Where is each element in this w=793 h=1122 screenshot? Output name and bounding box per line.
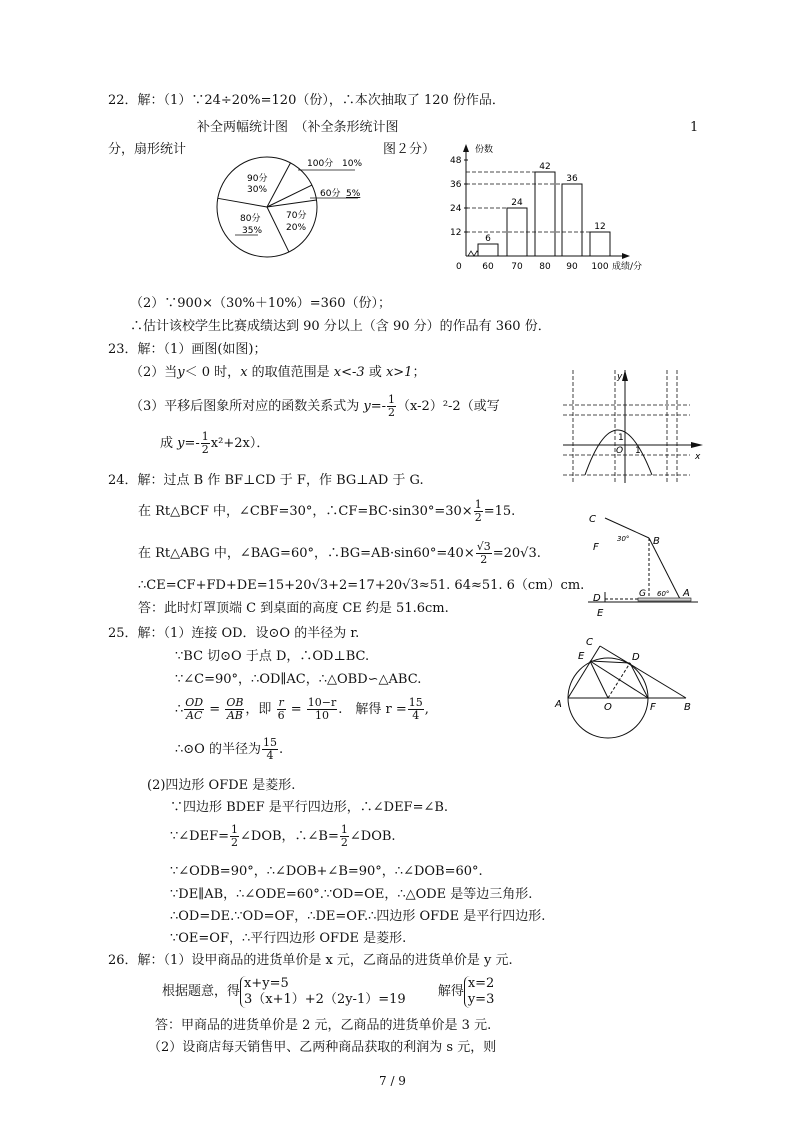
q25-line-7: ∵四边形 BDEF 是平行四边形，∴∠DEF=∠B. (170, 800, 449, 815)
circle-figure (548, 632, 698, 742)
frac-num: OD (185, 696, 204, 709)
fraction-r-6 (277, 697, 286, 722)
origin-label: 0 (456, 262, 462, 272)
q23-l2b: ＜ 0 时， (184, 365, 241, 380)
q25-l5b: . (278, 742, 284, 757)
solution-x: x=2 (467, 975, 495, 991)
fraction-half (340, 824, 349, 849)
x-tick-label: 90 (566, 262, 578, 272)
fraction-15-4 (262, 737, 278, 762)
page-number: 7 / 9 (379, 1074, 406, 1088)
fig-label-e: E (578, 651, 585, 662)
frac-num: √3 (476, 540, 491, 553)
pie-slice-boundary-90分 (218, 198, 267, 207)
q23-l2y: y (177, 365, 185, 380)
bar-80 (535, 172, 555, 256)
fig-label-b: B (653, 536, 660, 547)
q24-line-5: 答：此时灯罩顶端 C 到桌面的高度 CE 约是 51.6cm. (138, 601, 449, 616)
pie-pct-60: 5% (346, 189, 361, 199)
q26-line-1: 26．解：（1）设甲商品的进货单价是 x 元，乙商品的进货单价是 y 元. (108, 953, 513, 968)
frac-num: 10−r (307, 696, 337, 709)
x-tick-label: 80 (539, 262, 551, 272)
bar-value-label: 24 (511, 198, 523, 208)
frac-den: 2 (480, 553, 488, 566)
q26-l2a: 根据题意，得 (162, 984, 241, 999)
frac-num: r (278, 696, 284, 709)
y-tick-label: 48 (450, 156, 462, 166)
equation-2: 3（x+1）+2（2y-1）=19 (244, 991, 406, 1007)
q25-eq2: = (290, 702, 302, 717)
q22-line-3: 分，扇形统计 (108, 142, 187, 157)
segment-cb (600, 646, 686, 698)
y-axis-label: 份数 (475, 145, 494, 155)
fraction-15-4 (408, 697, 424, 722)
y-tick-label: 24 (450, 204, 462, 214)
bar-chart (440, 140, 665, 275)
q25-l4a: ∴ (175, 702, 184, 717)
equation-system (240, 976, 406, 1008)
q26-line-4: （2）设商店每天销售甲、乙两种商品获取的利润为 s 元，则 (148, 1040, 497, 1055)
fig-label-c: C (589, 514, 596, 525)
q22-line-2: 补全两幅统计图 （补全条形统计图 (197, 120, 399, 135)
q23-line-3 (130, 393, 500, 421)
fig-label-e: E (597, 608, 604, 619)
pie-label-60: 60分 (320, 189, 341, 199)
q22-line-3b: 图２分） (383, 142, 436, 157)
frac-num: OB (226, 696, 244, 709)
q26-line-2 (162, 975, 494, 1009)
q22-line-4: （2）∵900×（30%＋10%）=360（份）； (130, 296, 391, 311)
q25-l4c: . 解得 r = (338, 702, 407, 717)
q25-line-4 (175, 693, 429, 727)
q25-l4b: ，即 (245, 702, 272, 717)
bar-100 (590, 232, 610, 256)
fig-label-f: F (650, 702, 656, 713)
q23-l3a: （3）平移后图象所对应的函数关系式为 (130, 399, 364, 414)
fig-y-label: y (617, 372, 623, 382)
fig-label-d: D (593, 593, 601, 604)
bar-value-label: 36 (566, 174, 578, 184)
y-tick-label: 12 (450, 228, 462, 238)
q22-line-2-score: 1 (690, 120, 699, 135)
equation-1: x+y=5 (244, 975, 289, 991)
fig-label-a: A (683, 588, 690, 599)
fraction-half (201, 431, 210, 456)
pie-label-90: 90分 (247, 174, 268, 184)
q25-line-9: ∵∠ODB=90°，∴∠DOB+∠B=90°，∴∠DOB=60°. (170, 864, 483, 879)
parabola-figure (555, 365, 705, 485)
x-tick-label: 100 (591, 262, 609, 272)
frac-den: 10 (315, 709, 329, 722)
bar-90 (562, 184, 582, 256)
q25-eq1: = (209, 702, 221, 717)
fraction-half (474, 499, 483, 524)
q24-l2a: 在 Rt△BCF 中，∠CBF=30°，∴CF=BC·sin30°=30× (138, 504, 473, 519)
q25-l5a: ∴⊙O 的半径为 (175, 742, 261, 757)
pie-slice-boundary-100分 (267, 163, 290, 207)
frac-den: 2 (474, 511, 482, 524)
frac-den: AB (226, 709, 243, 722)
q25-line-12: ∵OE=OF，∴平行四边形 OFDE 是菱形. (170, 931, 407, 946)
y-axis-arrow (622, 370, 628, 381)
q23-l3c: （x-2）²-2（或写 (397, 399, 500, 414)
frac-den: 2 (340, 836, 348, 849)
q23-l4a: 成 (160, 436, 178, 451)
fraction-od-ac (184, 697, 204, 722)
fig-label-g: G (639, 589, 646, 599)
pie-pct-90: 30% (247, 185, 268, 195)
q24-l2b: =15. (483, 504, 516, 519)
q23-l4c: x²+2x）． (210, 436, 270, 451)
frac-num: 15 (408, 696, 423, 709)
bar-value-label: 6 (485, 234, 491, 244)
q25-l8b: ∠DOB，∴∠B= (240, 829, 339, 844)
bar-value-label: 42 (539, 162, 551, 172)
fraction-ob-ab (225, 697, 244, 722)
x-tick-label: 70 (511, 262, 523, 272)
q24-line-1: 24．解：过点 B 作 BF⊥CD 于 F，作 BG⊥AD 于 G. (108, 473, 424, 488)
x-axis-arrow (622, 253, 630, 259)
q23-l2f: x>1 (385, 365, 413, 380)
fig-label-d: D (632, 652, 640, 663)
bar-60 (478, 244, 498, 256)
frac-den: 4 (412, 709, 420, 722)
frac-num: 1 (388, 393, 396, 406)
frac-den: 2 (201, 443, 209, 456)
q23-l2c: 的取值范围是 (247, 365, 334, 380)
q24-l3b: =20√3. (492, 546, 541, 561)
fig-one-x: 1 (635, 446, 641, 456)
pie-label-100: 100分 (307, 159, 334, 169)
q23-l2a: （2）当 (130, 365, 178, 380)
bar-value-label: 12 (594, 222, 606, 232)
q23-l2g: ； (412, 365, 426, 380)
frac-num: 1 (231, 823, 238, 836)
q24-line-4: ∴CE=CF+FD+DE=15+20√3+2=17+20√3≈51. 64≈51. 6（cm）cm. (138, 578, 585, 593)
q23-line-4 (160, 430, 269, 458)
q25-line-5 (175, 735, 283, 765)
y-axis-arrow (463, 144, 469, 152)
fraction-half (230, 824, 239, 849)
segment-od (608, 663, 630, 698)
x-tick-label: 60 (482, 262, 494, 272)
q25-line-11: ∴OD=DE.∵OD=OF，∴DE=OF.∴四边形 OFDE 是平行四边形. (170, 909, 546, 924)
fraction-10-r (307, 697, 337, 722)
q25-line-2: ∵BC 切⊙O 于点 D，∴OD⊥BC. (175, 649, 370, 664)
q23-line-2 (130, 365, 425, 381)
pie-pct-70: 20% (286, 223, 307, 233)
lamp-figure (583, 508, 708, 623)
frac-num: 15 (262, 736, 277, 749)
fig-label-a: A (555, 699, 562, 710)
fig-label-o: O (604, 702, 612, 713)
frac-den: AC (186, 709, 203, 722)
q25-line-6: (2)四边形 OFDE 是菱形. (147, 778, 296, 793)
fig-x-label: x (695, 452, 701, 462)
frac-den: 4 (266, 749, 274, 762)
y-tick-label: 36 (450, 180, 462, 190)
fig-label-b: B (684, 702, 691, 713)
q23-l2x: x (240, 365, 248, 380)
fraction-half (387, 394, 396, 419)
fig-angle-60: 60° (657, 590, 670, 598)
q22-line-1: 22．解：（1）∵24÷20%=120（份），∴本次抽取了 120 份作品． (108, 93, 505, 108)
q23-line-1: 23．解：（1）画图(如图)； (108, 342, 267, 357)
q23-l2e: 或 (364, 365, 386, 380)
x-axis-arrow (691, 442, 703, 448)
frac-den: 2 (388, 406, 396, 419)
pie-chart (200, 150, 400, 270)
frac-den: 2 (231, 836, 238, 849)
frac-num: 1 (201, 430, 209, 443)
solution-y: y=3 (467, 991, 495, 1007)
frac-num: 1 (474, 498, 482, 511)
q25-line-3: ∵∠C=90°，∴OD∥AC，∴△OBD∽△ABC. (175, 672, 422, 687)
fig-origin-label: O (616, 446, 624, 456)
q24-l3a: 在 Rt△ABG 中，∠BAG=60°，∴BG=AB·sin60°=40× (138, 546, 475, 561)
q22-line-5: ∴估计该校学生比赛成绩达到 90 分以上（含 90 分）的作品有 360 份． (130, 319, 551, 334)
pie-pct-80: 35% (242, 226, 263, 236)
solution-system (464, 976, 495, 1008)
pie-label-80: 80分 (240, 214, 261, 224)
q26-line-3: 答：甲商品的进货单价是 2 元，乙商品的进货单价是 3 元. (155, 1018, 492, 1033)
frac-num: 1 (340, 823, 348, 836)
q25-l4d: , (424, 702, 429, 717)
q25-l8a: ∵∠DEF= (170, 829, 229, 844)
fig-one-y: 1 (618, 433, 624, 443)
fraction-sqrt3-half (476, 541, 492, 566)
fig-label-f: F (593, 542, 599, 553)
q25-line-1: 25．解：（1）连接 OD．设⊙O 的半径为 r. (108, 626, 360, 641)
q24-line-2 (138, 498, 515, 526)
q25-line-8 (170, 822, 396, 852)
q23-l4b: y=- (177, 436, 200, 451)
q23-l3b: y=- (363, 399, 387, 414)
q24-line-3 (138, 540, 541, 568)
q25-line-10: ∵DE∥AB，∴∠ODE=60°.∵OD=OE，∴△ODE 是等边三角形. (170, 887, 533, 902)
q25-l8c: ∠DOB. (349, 829, 396, 844)
fig-angle-30: 30° (617, 535, 630, 543)
fig-label-c: C (586, 637, 593, 648)
q23-l2d: x<-3 (333, 365, 365, 380)
frac-den: 6 (277, 709, 285, 722)
q26-l2b: 解得 (437, 984, 464, 999)
x-axis-label: 成绩/分 (612, 262, 643, 272)
pie-pct-100: 10% (342, 159, 363, 169)
pie-label-70: 70分 (286, 211, 307, 221)
